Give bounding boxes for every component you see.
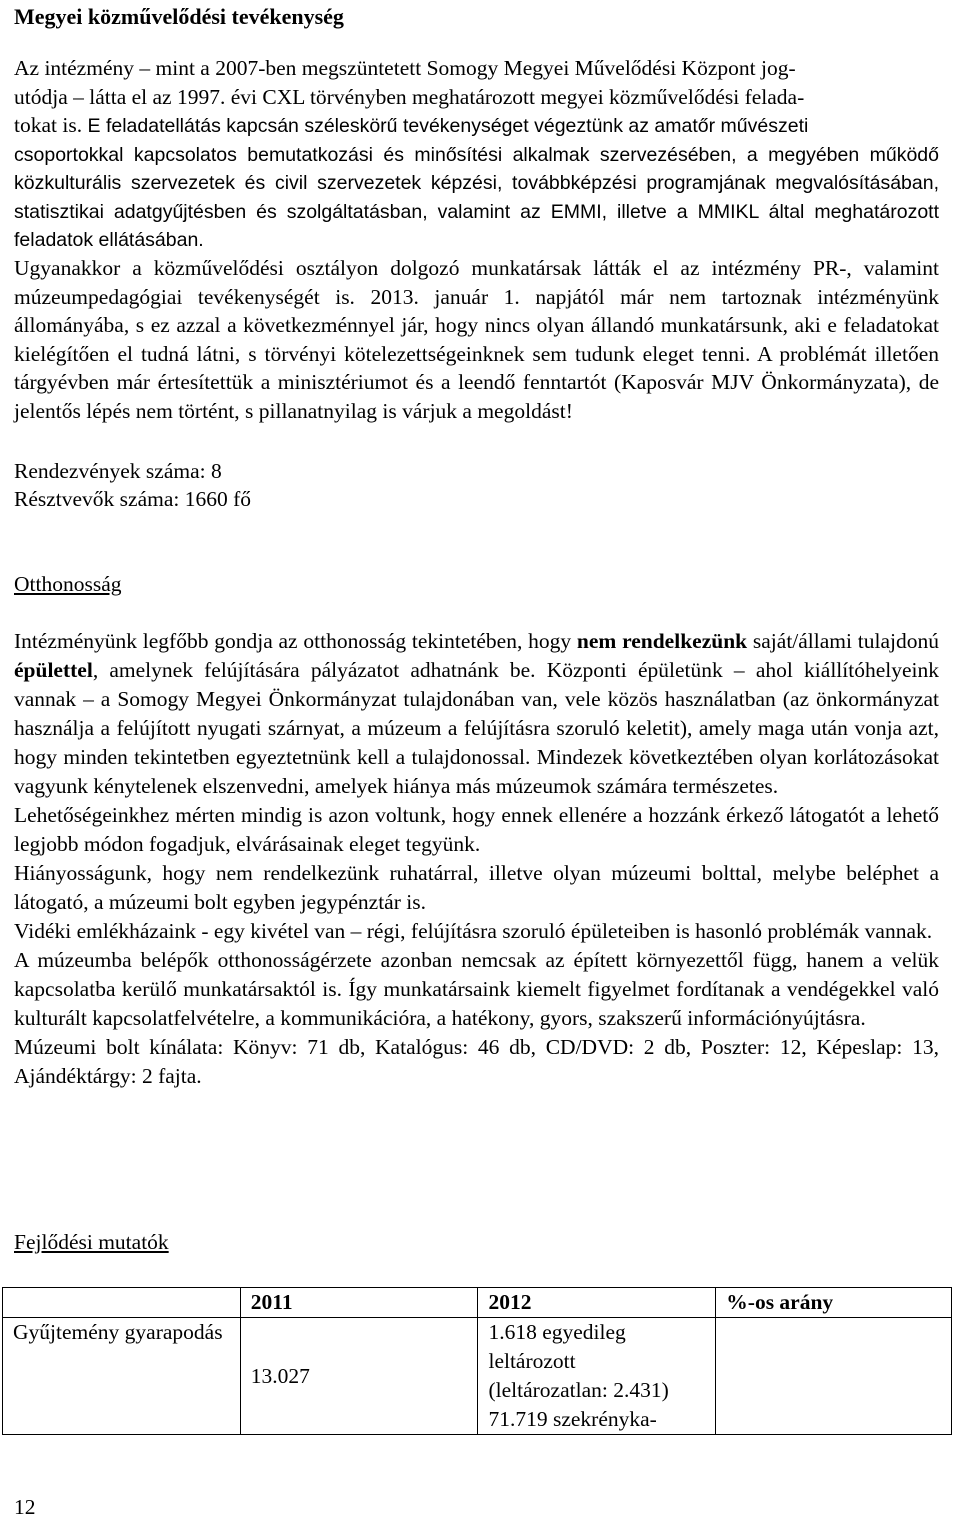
text-paragraph: Múzeumi bolt kínálata: Könyv: 71 db, Katalógus: 46 db, CD/DVD: 2 db, Poszter: 12, Képeslap: 13, Ajándéktárgy: 2 fajta. bbox=[14, 1035, 939, 1088]
text-paragraph: csoportokkal kapcsolatos bemutatkozási és minősítési alkalmak szervezésében, a megyében működő közkulturális szervezetek és civil szervezetek képzési, továbbképzési programjának megvalósításában, statisztikai adatgyűjtésben és szolgáltatásban, valamint az EMMI, illetve a MMIKL által meghatározott feladatok ellátásában. bbox=[14, 143, 939, 251]
text-paragraph: Hiányosságunk, hogy nem rendelkezünk ruhatárral, illetve olyan múzeumi bolttal, melybe beléphet a látogató, a múzeumi bolt egyben jegypénztár is. bbox=[14, 861, 939, 914]
bold-text: nem rendelkezünk bbox=[576, 629, 748, 653]
intro-paragraph-2 bbox=[14, 254, 939, 425]
table-header-cell: 2011 bbox=[240, 1288, 478, 1318]
table-header-row bbox=[3, 1288, 952, 1318]
page-number: 12 bbox=[14, 1495, 36, 1519]
text-line: utódja – látta el az 1997. évi CXL törvényben meghatározott megyei közművelődési felada- bbox=[14, 84, 805, 109]
development-indicators-table bbox=[2, 1287, 952, 1435]
section-title-otthonossag: Otthonosság bbox=[14, 572, 122, 596]
intro-paragraph-sans bbox=[14, 111, 939, 255]
text-paragraph: Intézményünk legfőbb gondja az otthonosság tekintetében, hogy nem rendelkezünk saját/állami tulajdonú épülettel, amelynek felújítására pályázatot adhatnánk be. Központi épületünk – ahol kiállítóhelyeink vannak – a Somogy Megyei Önkormányzat tulajdonában van, vele közös használatban (az önkormányzat használja a felújított nyugati szárnyat, a múzeum a felújításra szoruló keletit), amely maga után vonja azt, hogy minden tekintetben egyeztetnünk kell a tulajdonossal. Mindezek következtében olyan korlátozásokat vagyunk kénytelenek elszenvedni, amelyek hiánya más múzeumok számára természetes. bbox=[14, 629, 939, 798]
table-cell-2012: 1.618 egyedileg leltározott (leltározatlan: 2.431) 71.719 szekrényka- bbox=[478, 1318, 716, 1435]
text-paragraph: Ugyanakkor a közművelődési osztályon dolgozó munkatársak látták el az intézmény PR-, valamint múzeumpedagógiai tevékenységét is. 2013. január 1. napjától már nem tartoznak intézményünk állományába, s ez azzal a következménnyel jár, hogy nincs olyan állandó munkatársunk, aki e feladatokat kielégítően el tudná látni, s törvényi kötelezettségeinknek sem tudunk eleget tenni. A problémát illetően tárgyévben már értesítettük a minisztériumot és a leendő fenntartót (Kaposvár MJV Önkormányzata), de jelentős lépés nem történt, s pillanatnyilag is várjuk a megoldást! bbox=[14, 256, 939, 423]
text-line: tokat is. E feladatellátás kapcsán széleskörű tevékenységet végeztünk az amatőr művészeti bbox=[14, 113, 809, 137]
intro-paragraph-start bbox=[14, 54, 939, 111]
text-paragraph: A múzeumba belépők otthonosságérzete azonban nemcsak az épített környezettől függ, hanem a velük kapcsolatba kerülő munkatársaktól is. Így munkatársaink kiemelt figyelmet fordítanak a vendégekkel való kulturált kapcsolatfelvételre, a kommunikációra, a hatékony, gyors, szakszerű információnyújtásra. bbox=[14, 948, 939, 1030]
otthonossag-body bbox=[14, 627, 939, 1091]
table-header-cell: %-os arány bbox=[716, 1288, 952, 1318]
stat-events: Rendezvények száma: 8 bbox=[14, 459, 222, 483]
section-title-fejlodesi: Fejlődési mutatók bbox=[14, 1230, 169, 1254]
table-header-cell bbox=[3, 1288, 241, 1318]
bold-text: épülettel bbox=[14, 658, 93, 682]
stat-participants: Résztvevők száma: 1660 fő bbox=[14, 487, 252, 511]
text-paragraph: Vidéki emlékházaink - egy kivétel van – régi, felújításra szoruló épületeiben is hasonló problémák vannak. bbox=[14, 919, 933, 943]
text-line: Az intézmény – mint a 2007-ben megszüntetett Somogy Megyei Művelődési Központ jog- bbox=[14, 56, 796, 80]
table-cell-label: Gyűjtemény gyarapodás bbox=[3, 1318, 241, 1435]
text-paragraph: Lehetőségeinkhez mérten mindig is azon voltunk, hogy ennek ellenére a hozzánk érkező látogatót a lehető legjobb módon fogadjuk, elvárásainak eleget tegyünk. bbox=[14, 803, 939, 856]
table-header-cell: 2012 bbox=[478, 1288, 716, 1318]
table-row bbox=[3, 1318, 952, 1435]
table-cell-pct bbox=[716, 1318, 952, 1435]
section-heading: Megyei közművelődési tevékenység bbox=[14, 4, 344, 29]
table-cell-2011: 13.027 bbox=[240, 1318, 478, 1435]
